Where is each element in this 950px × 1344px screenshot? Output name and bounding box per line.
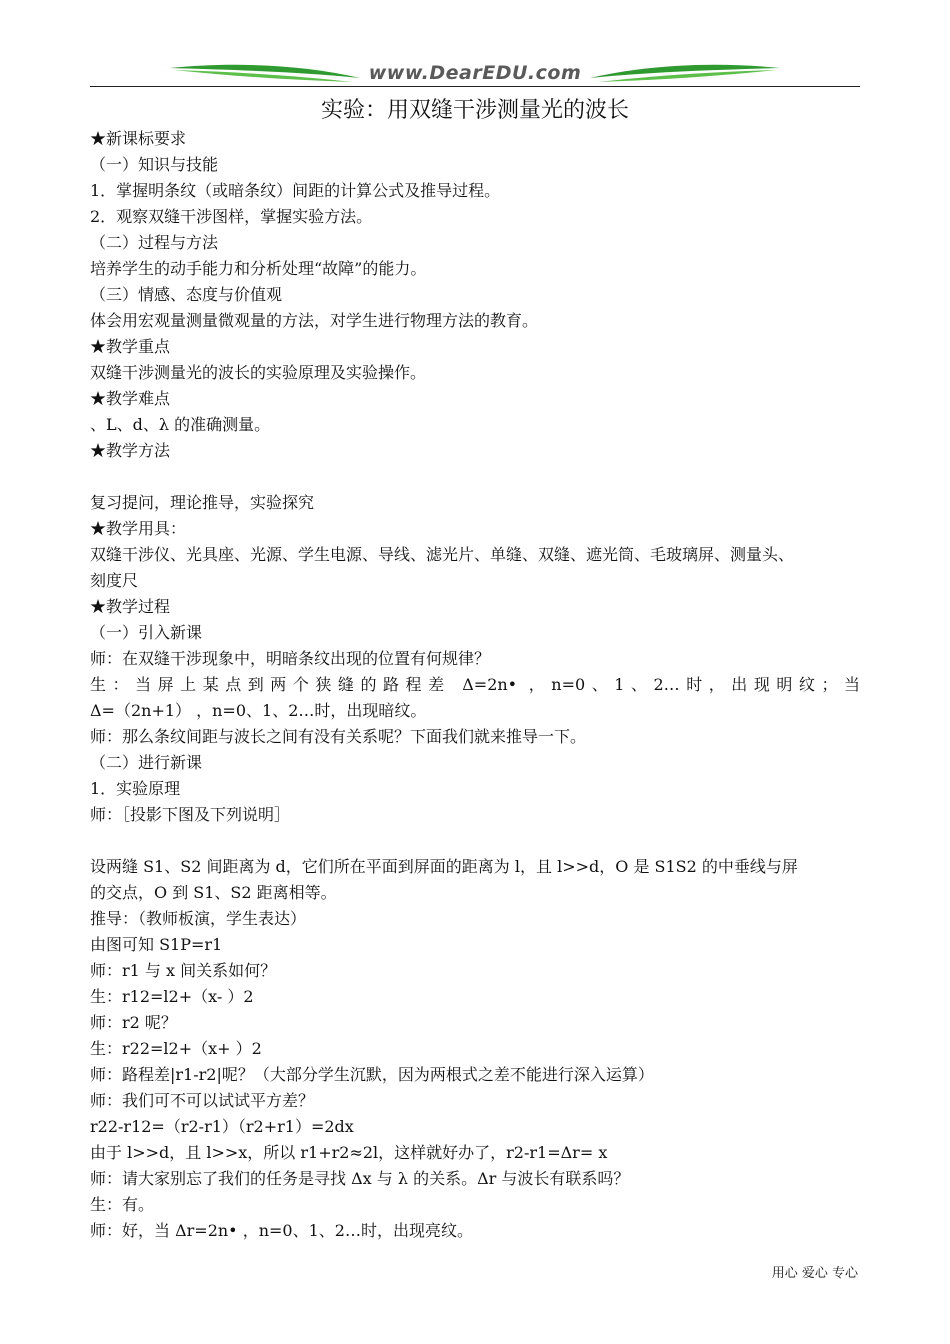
page-footer: 用心 爱心 专心	[771, 1266, 858, 1281]
text-line: ★教学方法	[90, 441, 171, 460]
text-line: 的交点，O 到 S1、S2 距离相等。	[90, 883, 337, 902]
text-line: （一）知识与技能	[90, 155, 219, 174]
text-line: 双缝干涉测量光的波长的实验原理及实验操作。	[90, 363, 427, 382]
text-line: （二）过程与方法	[90, 233, 219, 252]
text-line: 师：好，当 Δr=2n• ，n=0、1、2…时，出现亮纹。	[90, 1221, 473, 1240]
text-line: 1．掌握明条纹（或暗条纹）间距的计算公式及推导过程。	[90, 181, 501, 200]
text-line: 师：r1 与 x 间关系如何？	[90, 961, 277, 980]
text-line: 生：r12=l2+（x- ）2	[90, 987, 254, 1006]
text-line: 由于 l>>d，且 l>>x，所以 r1+r2≈2l，这样就好办了，r2-r1=Δr= x	[90, 1143, 608, 1162]
text-line: （三）情感、态度与价值观	[90, 285, 283, 304]
page-title: 实验：用双缝干涉测量光的波长	[320, 98, 629, 123]
text-line: 推导：（教师板演，学生表达）	[90, 909, 307, 928]
text-line: （一）引入新课	[90, 623, 203, 642]
header-rule	[90, 86, 860, 87]
text-line: 生：有。	[90, 1195, 155, 1214]
text-line: 2．观察双缝干涉图样，掌握实验方法。	[90, 207, 373, 226]
text-line: 培养学生的动手能力和分析处理“故障”的能力。	[90, 259, 427, 278]
text-line: 体会用宏观量测量微观量的方法，对学生进行物理方法的教育。	[90, 311, 539, 330]
text-line: ★教学过程	[90, 597, 171, 616]
text-line: ★新课标要求	[90, 129, 187, 148]
text-line: 师：那么条纹间距与波长之间有没有关系呢？下面我们就来推导一下。	[90, 727, 587, 746]
text-line: 、L、d、λ 的准确测量。	[90, 415, 271, 434]
text-line: ★教学难点	[90, 389, 171, 408]
text-line: 师：请大家别忘了我们的任务是寻找 Δx 与 λ 的关系。Δr 与波长有联系吗？	[90, 1169, 630, 1188]
text-line: （二）进行新课	[90, 753, 203, 772]
text-line: ★教学重点	[90, 337, 171, 356]
blank-line	[90, 464, 860, 490]
document-body	[90, 126, 860, 1244]
text-line: 师：我们可不可以试试平方差？	[90, 1091, 315, 1110]
text-line: ★教学用具：	[90, 519, 187, 538]
text-line: 生：当屏上某点到两个狭缝的路程差 Δ=2n• ，n=0、1、2…时，出现明纹；当	[90, 675, 860, 694]
text-line: 由图可知 S1P=r1	[90, 935, 223, 954]
text-line: 复习提问，理论推导，实验探究	[90, 493, 315, 512]
text-line: 师：路程差|r1-r2|呢？（大部分学生沉默，因为两根式之差不能进行深入运算）	[90, 1065, 654, 1084]
text-line: Δ=（2n+1） ，n=0、1、2…时，出现暗纹。	[90, 701, 427, 720]
text-line: 师：r2 呢？	[90, 1013, 177, 1032]
text-line: 师：［投影下图及下列说明］	[90, 805, 291, 824]
text-line: 1．实验原理	[90, 779, 181, 798]
text-line: 生：r22=l2+（x+ ）2	[90, 1039, 262, 1058]
blank-line	[90, 828, 860, 854]
text-line: 设两缝 S1、S2 间距离为 d，它们所在平面到屏面的距离为 l，且 l>>d，O 是 S1S2 的中垂线与屏	[90, 857, 798, 876]
text-line: 刻度尺	[90, 571, 139, 590]
site-url: www.DearEDU.com	[368, 62, 582, 84]
text-line: 师：在双缝干涉现象中，明暗条纹出现的位置有何规律？	[90, 649, 491, 668]
text-line: r22-r12=（r2-r1）（r2+r1）=2dx	[90, 1117, 354, 1136]
text-line: 双缝干涉仪、光具座、光源、学生电源、导线、滤光片、单缝、双缝、遮光筒、毛玻璃屏、测量头、	[90, 545, 795, 564]
